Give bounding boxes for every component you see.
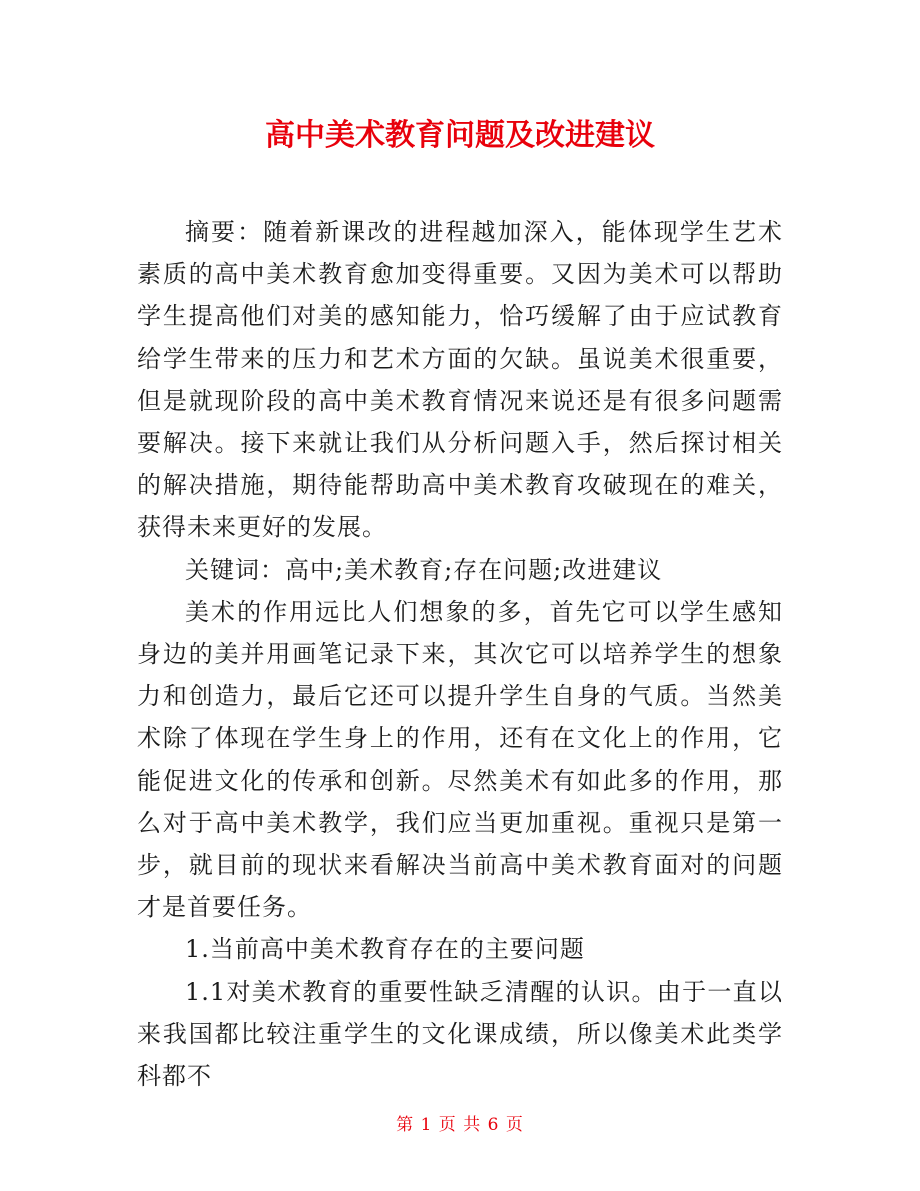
document-title: 高中美术教育问题及改进建议 (265, 118, 655, 153)
document-body (137, 211, 783, 1097)
abstract-paragraph: 摘要：随着新课改的进程越加深入，能体现学生艺术素质的高中美术教育愈加变得重要。又因为美术可以帮助学生提高他们对美的感知能力，恰巧缓解了由于应试教育给学生带来的压力和艺术方面的欠缺。虽说美术很重要，但是就现阶段的高中美术教育情况来说还是有很多问题需要解决。接下来就让我们从分析问题入手，然后探讨相关的解决措施，期待能帮助高中美术教育攻破现在的难关，获得未来更好的发展。 (137, 218, 783, 542)
keywords-paragraph: 关键词：高中;美术教育;存在问题;改进建议 (185, 555, 663, 584)
section-heading: 1.当前高中美术教育存在的主要问题 (185, 935, 585, 964)
subsection-paragraph: 1.1对美术教育的重要性缺乏清醒的认识。由于一直以来我国都比较注重学生的文化课成绩，所以像美术此类学科都不 (137, 977, 783, 1091)
page-number-footer: 第 1 页 共 6 页 (396, 1115, 524, 1135)
intro-paragraph: 美术的作用远比人们想象的多，首先它可以学生感知身边的美并用画笔记录下来，其次它可以培养学生的想象力和创造力，最后它还可以提升学生自身的气质。当然美术除了体现在学生身上的作用，还有在文化上的作用，它能促进文化的传承和创新。尽然美术有如此多的作用，那么对于高中美术教学，我们应当更加重视。重视只是第一步，就目前的现状来看解决当前高中美术教育面对的问题才是首要任务。 (137, 597, 783, 922)
